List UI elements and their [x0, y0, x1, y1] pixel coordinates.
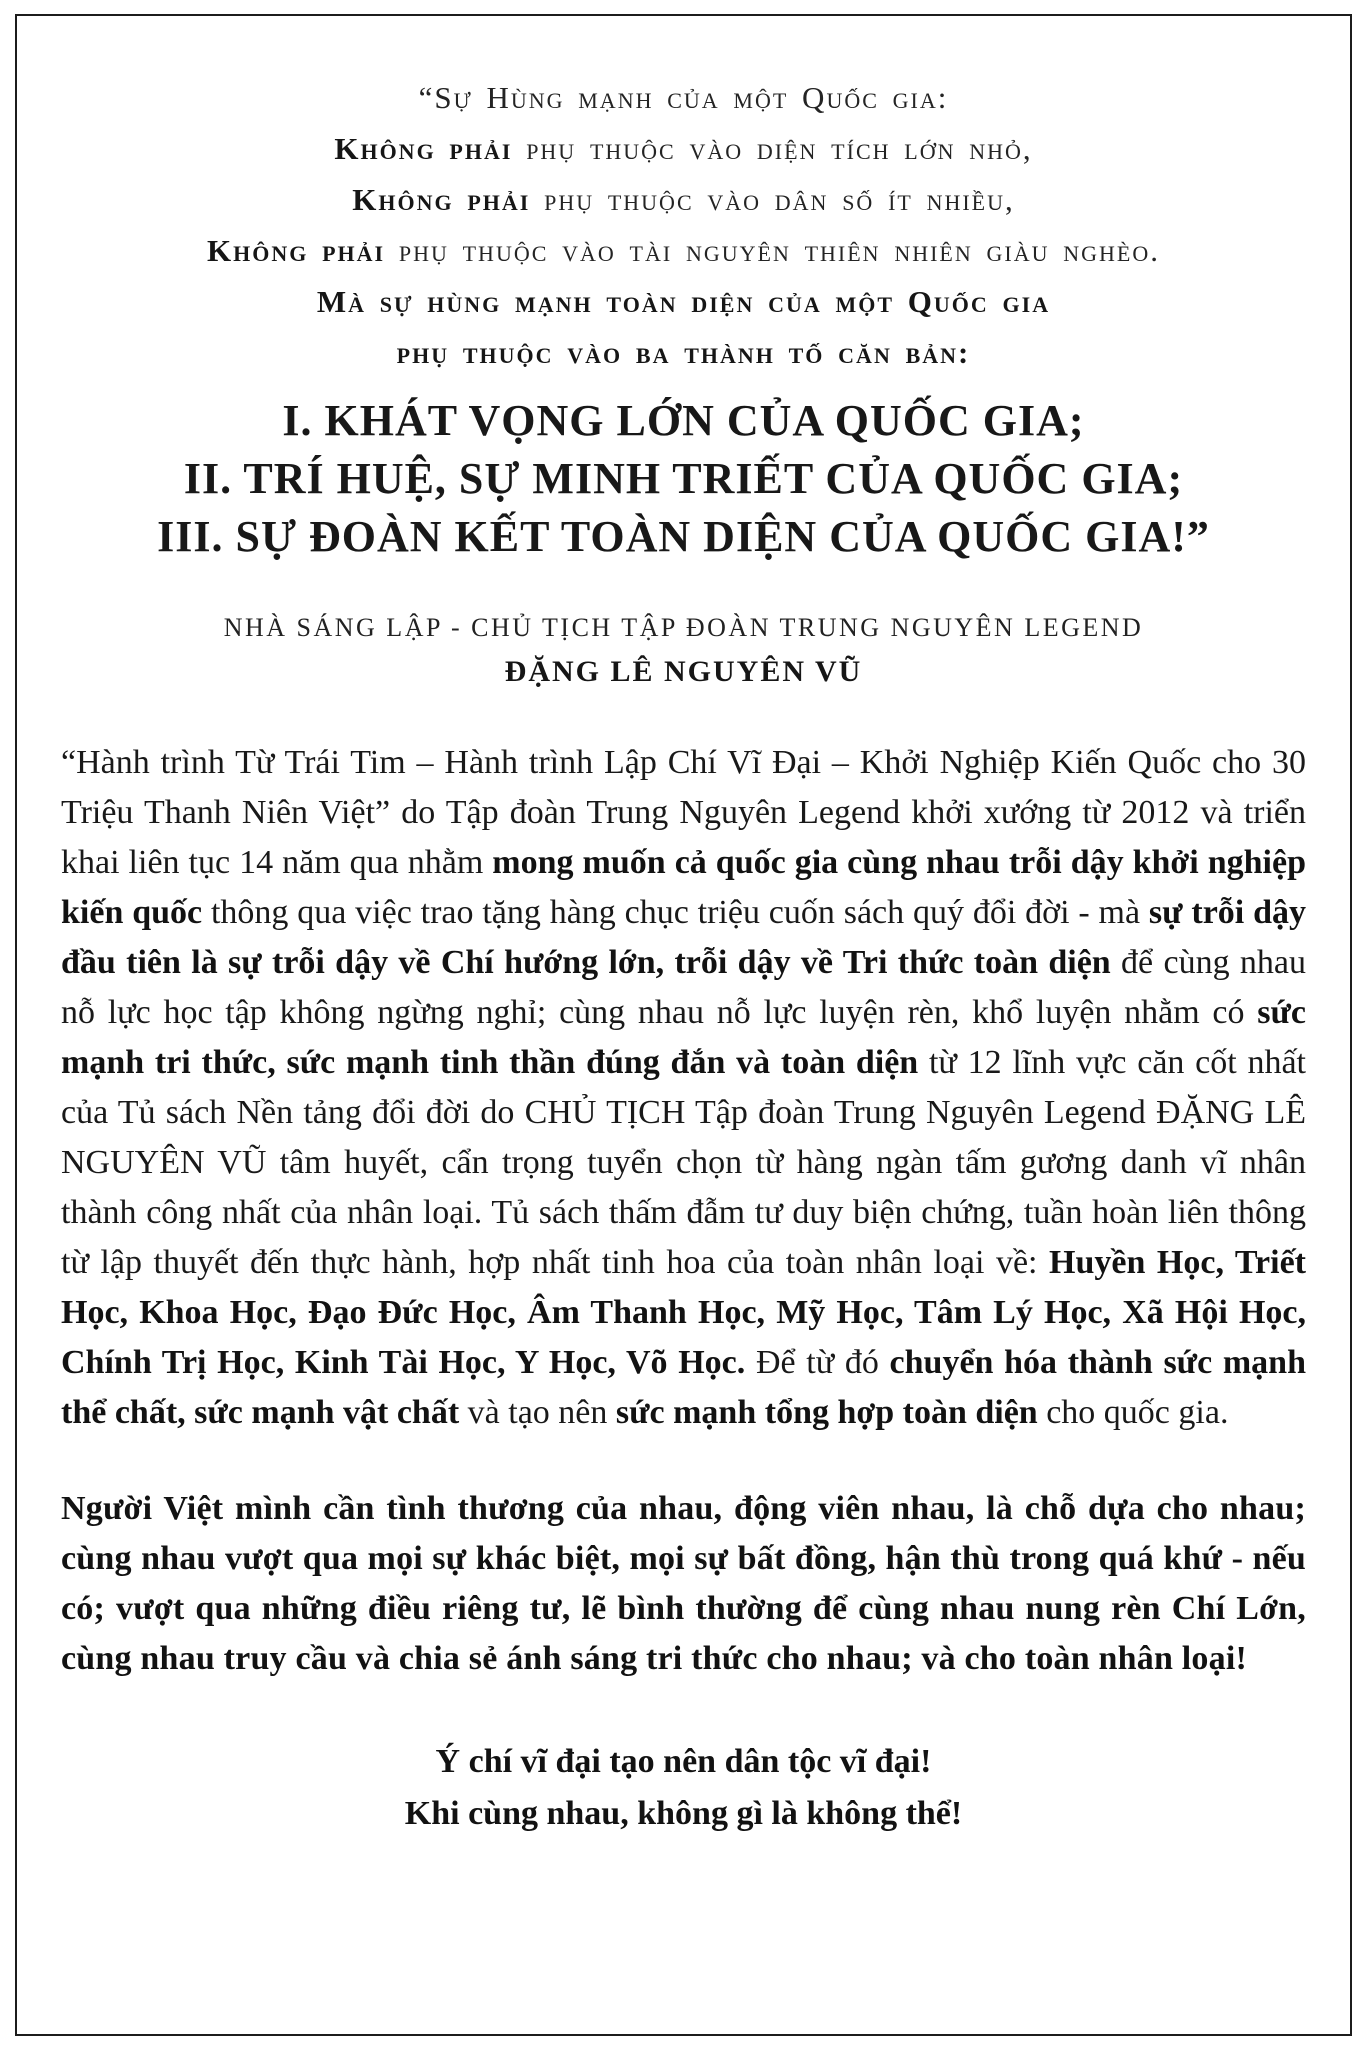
page-border-frame: [15, 14, 1352, 2036]
closing-slogan: [61, 1736, 1306, 1840]
paragraph-solidarity: Người Việt mình cần tình thương của nhau, động viên nhau, là chỗ dựa cho nhau; cùng nhau vượt qua mọi sự khác biệt, mọi sự bất đồng, hận thù trong quá khứ - nếu có; vượt qua những điều riêng tư, lẽ bình thường để cùng nhau nung rèn Chí Lớn, cùng nhau truy cầu và chia sẻ ánh sáng tri thức cho nhau; và cho toàn nhân loại!: [61, 1490, 1306, 1677]
closing-line-2: Khi cùng nhau, không gì là không thể!: [404, 1795, 963, 1832]
closing-line-1: Ý chí vĩ đại tạo nên dân tộc vĩ đại!: [435, 1743, 932, 1780]
attribution-block: [61, 610, 1306, 692]
quote-negation-line-3: Không phải phụ thuộc vào tài nguyên thiên nhiên giàu nghèo.: [207, 233, 1160, 268]
factor-line-3: III. SỰ ĐOÀN KẾT TOÀN DIỆN CỦA QUỐC GIA!”: [157, 512, 1210, 561]
quote-block: [61, 72, 1306, 378]
quote-opening-line: “Sự Hùng mạnh của một Quốc gia:: [418, 80, 949, 115]
factor-line-1: I. KHÁT VỌNG LỚN CỦA QUỐC GIA;: [282, 396, 1085, 445]
factor-line-2: II. TRÍ HUỆ, SỰ MINH TRIẾT CỦA QUỐC GIA;: [183, 454, 1184, 503]
attribution-role: NHÀ SÁNG LẬP - CHỦ TỊCH TẬP ĐOÀN TRUNG NGUYÊN LEGEND: [223, 613, 1144, 642]
quote-affirmation-line-2: phụ thuộc vào ba thành tố căn bản:: [396, 335, 971, 370]
paragraph-mission: “Hành trình Từ Trái Tim – Hành trình Lập Chí Vĩ Đại – Khởi Nghiệp Kiến Quốc cho 30 Triệu Thanh Niên Việt” do Tập đoàn Trung Nguyên Legend khởi xướng từ 2012 và triển khai liên tục 14 năm qua nhằm mong muốn cả quốc gia cùng nhau trỗi dậy khởi nghiệp kiến quốc thông qua việc trao tặng hàng chục triệu cuốn sách quý đổi đời - mà sự trỗi dậy đầu tiên là sự trỗi dậy về Chí hướng lớn, trỗi dậy về Tri thức toàn diện để cùng nhau nỗ lực học tập không ngừng nghỉ; cùng nhau nỗ lực luyện rèn, khổ luyện nhằm có sức mạnh tri thức, sức mạnh tinh thần đúng đắn và toàn diện từ 12 lĩnh vực căn cốt nhất của Tủ sách Nền tảng đổi đời do CHỦ TỊCH Tập đoàn Trung Nguyên Legend ĐẶNG LÊ NGUYÊN VŨ tâm huyết, cẩn trọng tuyển chọn từ hàng ngàn tấm gương danh vĩ nhân thành công nhất của nhân loại. Tủ sách thấm đẫm tư duy biện chứng, tuần hoàn liên thông từ lập thuyết đến thực hành, hợp nhất tinh hoa của toàn nhân loại về: Huyền Học, Triết Học, Khoa Học, Đạo Đức Học, Âm Thanh Học, Mỹ Học, Tâm Lý Học, Xã Hội Học, Chính Trị Học, Kinh Tài Học, Y Học, Võ Học. Để từ đó chuyển hóa thành sức mạnh thể chất, sức mạnh vật chất và tạo nên sức mạnh tổng hợp toàn diện cho quốc gia.: [61, 744, 1307, 1431]
quote-negation-line-1: Không phải phụ thuộc vào diện tích lớn nhỏ,: [334, 131, 1033, 166]
quote-affirmation-line-1: Mà sự hùng mạnh toàn diện của một Quốc gia: [316, 284, 1051, 319]
factors-list: [61, 392, 1306, 566]
attribution-name: ĐẶNG LÊ NGUYÊN VŨ: [504, 655, 863, 688]
quote-negation-line-2: Không phải phụ thuộc vào dân số ít nhiều,: [352, 182, 1015, 217]
